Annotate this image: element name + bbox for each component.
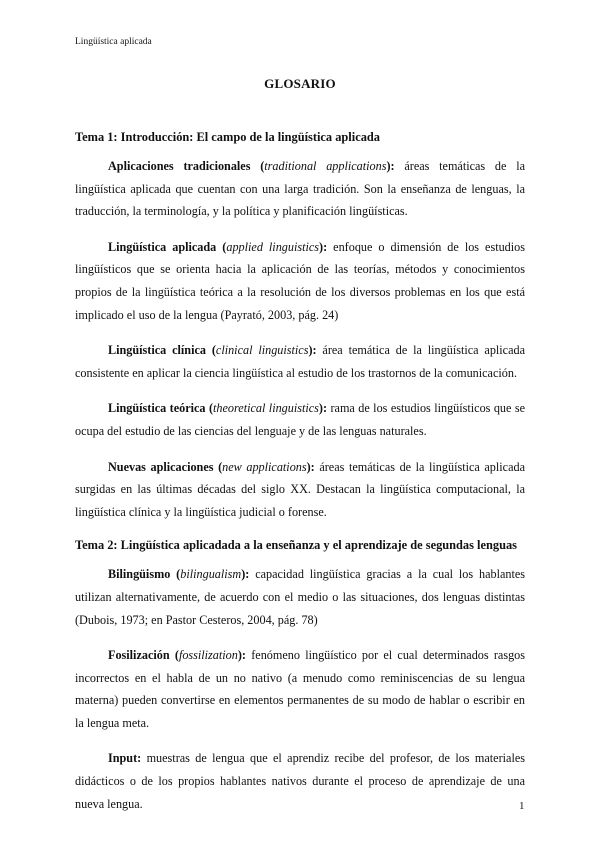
glossary-entry: Lingüística clínica (clinical linguistics): área temática de la lingüística aplicada consistente en aplicar la ciencia lingüística al estudio de los trastornos de la comunicación.	[75, 343, 526, 380]
glossary-entry	[75, 747, 525, 815]
entry-english: applied linguistics	[226, 239, 320, 254]
glossary-entry: Nuevas aplicaciones (new applications): áreas temáticas de la lingüística aplicada surgidas en las últimas décadas del siglo XX. Destacan la lingüística computacional, la lingüística clínica y la lingüística judicial o forense.	[75, 459, 525, 519]
entry-english: traditional applications	[264, 159, 387, 173]
entry-term: Aplicaciones tradicionales	[108, 159, 251, 173]
entry-definition: capacidad lingüística gracias a la cual los hablantes utilizan alternativamente, de acuerdo con el medio o las situaciones, dos lenguas distintas (Dubois, 1973; en Pastor Cesteros, 2004, pág. 78)	[75, 567, 526, 627]
page-number: 1	[519, 800, 525, 812]
glossary-entry: Lingüística aplicada (applied linguistics): enfoque o dimensión de los estudios lingüísticos que se orienta hacia la aplicación de las teorías, métodos y conocimientos propios de la lingüística teórica a la resolución de los diversos problemas en los que está implicado el uso de la lengua (Payrató, 2003, pág. 24)	[75, 239, 525, 322]
glossary-entry: Fosilización (fossilization): fenómeno lingüístico por el cual determinados rasgos incorrectos en el habla de un no nativo (a menudo como reminiscencias de su lengua materna) pueden convertirse en elementos permanentes de su modo de hablar o escribir en la lengua meta.	[75, 648, 526, 730]
entry-definition: enfoque o dimensión de los estudios lingüísticos que se orienta hacia la aplicación de las teorías, métodos y conocimientos propios de la lingüística teórica a la resolución de los diversos problemas en los que está implicado el uso de la lengua (Payrató, 2003, pág. 24)	[75, 239, 525, 322]
glossary-entry: Lingüística teórica (theoretical linguistics): rama de los estudios lingüísticos que se ocupa del estudio de las ciencias del lenguaje y de las lenguas naturales.	[75, 401, 526, 438]
entry-english: fossilization	[178, 648, 238, 663]
entry-term: Bilingüismo	[108, 567, 171, 582]
glossary-entry: Bilingüismo (bilingualism): capacidad lingüística gracias a la cual los hablantes utilizan alternativamente, de acuerdo con el medio o las situaciones, dos lenguas distintas (Dubois, 1973; en Pastor Cesteros, 2004, pág. 78)	[75, 567, 526, 627]
entry-term: Lingüística aplicada	[108, 239, 217, 254]
entry-definition: áreas temáticas de la lingüística aplicada que cuentan con una larga tradición. Son la enseñanza de lenguas, la traducción, la terminología, y la política y planificación lingüísticas.	[75, 159, 525, 219]
entry-term: Input:	[108, 751, 142, 766]
entry-definition: fenómeno lingüístico por el cual determinados rasgos incorrectos en el habla de un no nativo (a menudo como reminiscencias de su lengua materna) pueden convertirse en elementos permanentes de su modo de hablar o escribir en la lengua meta.	[75, 648, 526, 730]
glossary-entry: Aplicaciones tradicionales (traditional applications): áreas temáticas de la lingüística aplicada que cuentan con una larga tradición. Son la enseñanza de lenguas, la traducción, la terminología, y la política y planificación lingüísticas.	[75, 159, 525, 219]
entry-term: Nuevas aplicaciones	[108, 459, 214, 474]
entry-definition: áreas temáticas de la lingüística aplicada surgidas en las últimas décadas del siglo XX. Destacan la lingüística computacional, la lingüística clínica y la lingüística judicial o forense.	[75, 459, 525, 519]
entry-term: Lingüística teórica	[108, 401, 206, 416]
running-header: Lingüística aplicada	[75, 37, 152, 47]
topic-heading: Tema 2: Lingüística aplicadada a la enseñanza y el aprendizaje de segundas lenguas	[75, 538, 517, 553]
glossary-content	[75, 129, 525, 815]
topic-heading: Tema 1: Introducción: El campo de la lingüística aplicada	[75, 130, 380, 144]
entry-definition: muestras de lengua que el aprendiz recibe del profesor, de los materiales didácticos o de los propios hablantes nativos durante el proceso de aprendizaje de una nueva lengua.	[75, 751, 525, 811]
entry-english: clinical linguistics	[215, 343, 309, 358]
entry-english: new applications	[222, 459, 307, 474]
entry-english: theoretical linguistics	[213, 401, 319, 416]
entry-term: Lingüística clínica	[108, 343, 206, 358]
entry-definition: rama de los estudios lingüísticos que se ocupa del estudio de las ciencias del lenguaje y de las lenguas naturales.	[75, 401, 526, 438]
entry-english: bilingualism	[180, 567, 242, 582]
entry-term: Fosilización	[108, 648, 170, 663]
page-title: GLOSARIO	[264, 76, 336, 91]
entry-definition: área temática de la lingüística aplicada consistente en aplicar la ciencia lingüística al estudio de los trastornos de la comunicación.	[75, 343, 526, 380]
